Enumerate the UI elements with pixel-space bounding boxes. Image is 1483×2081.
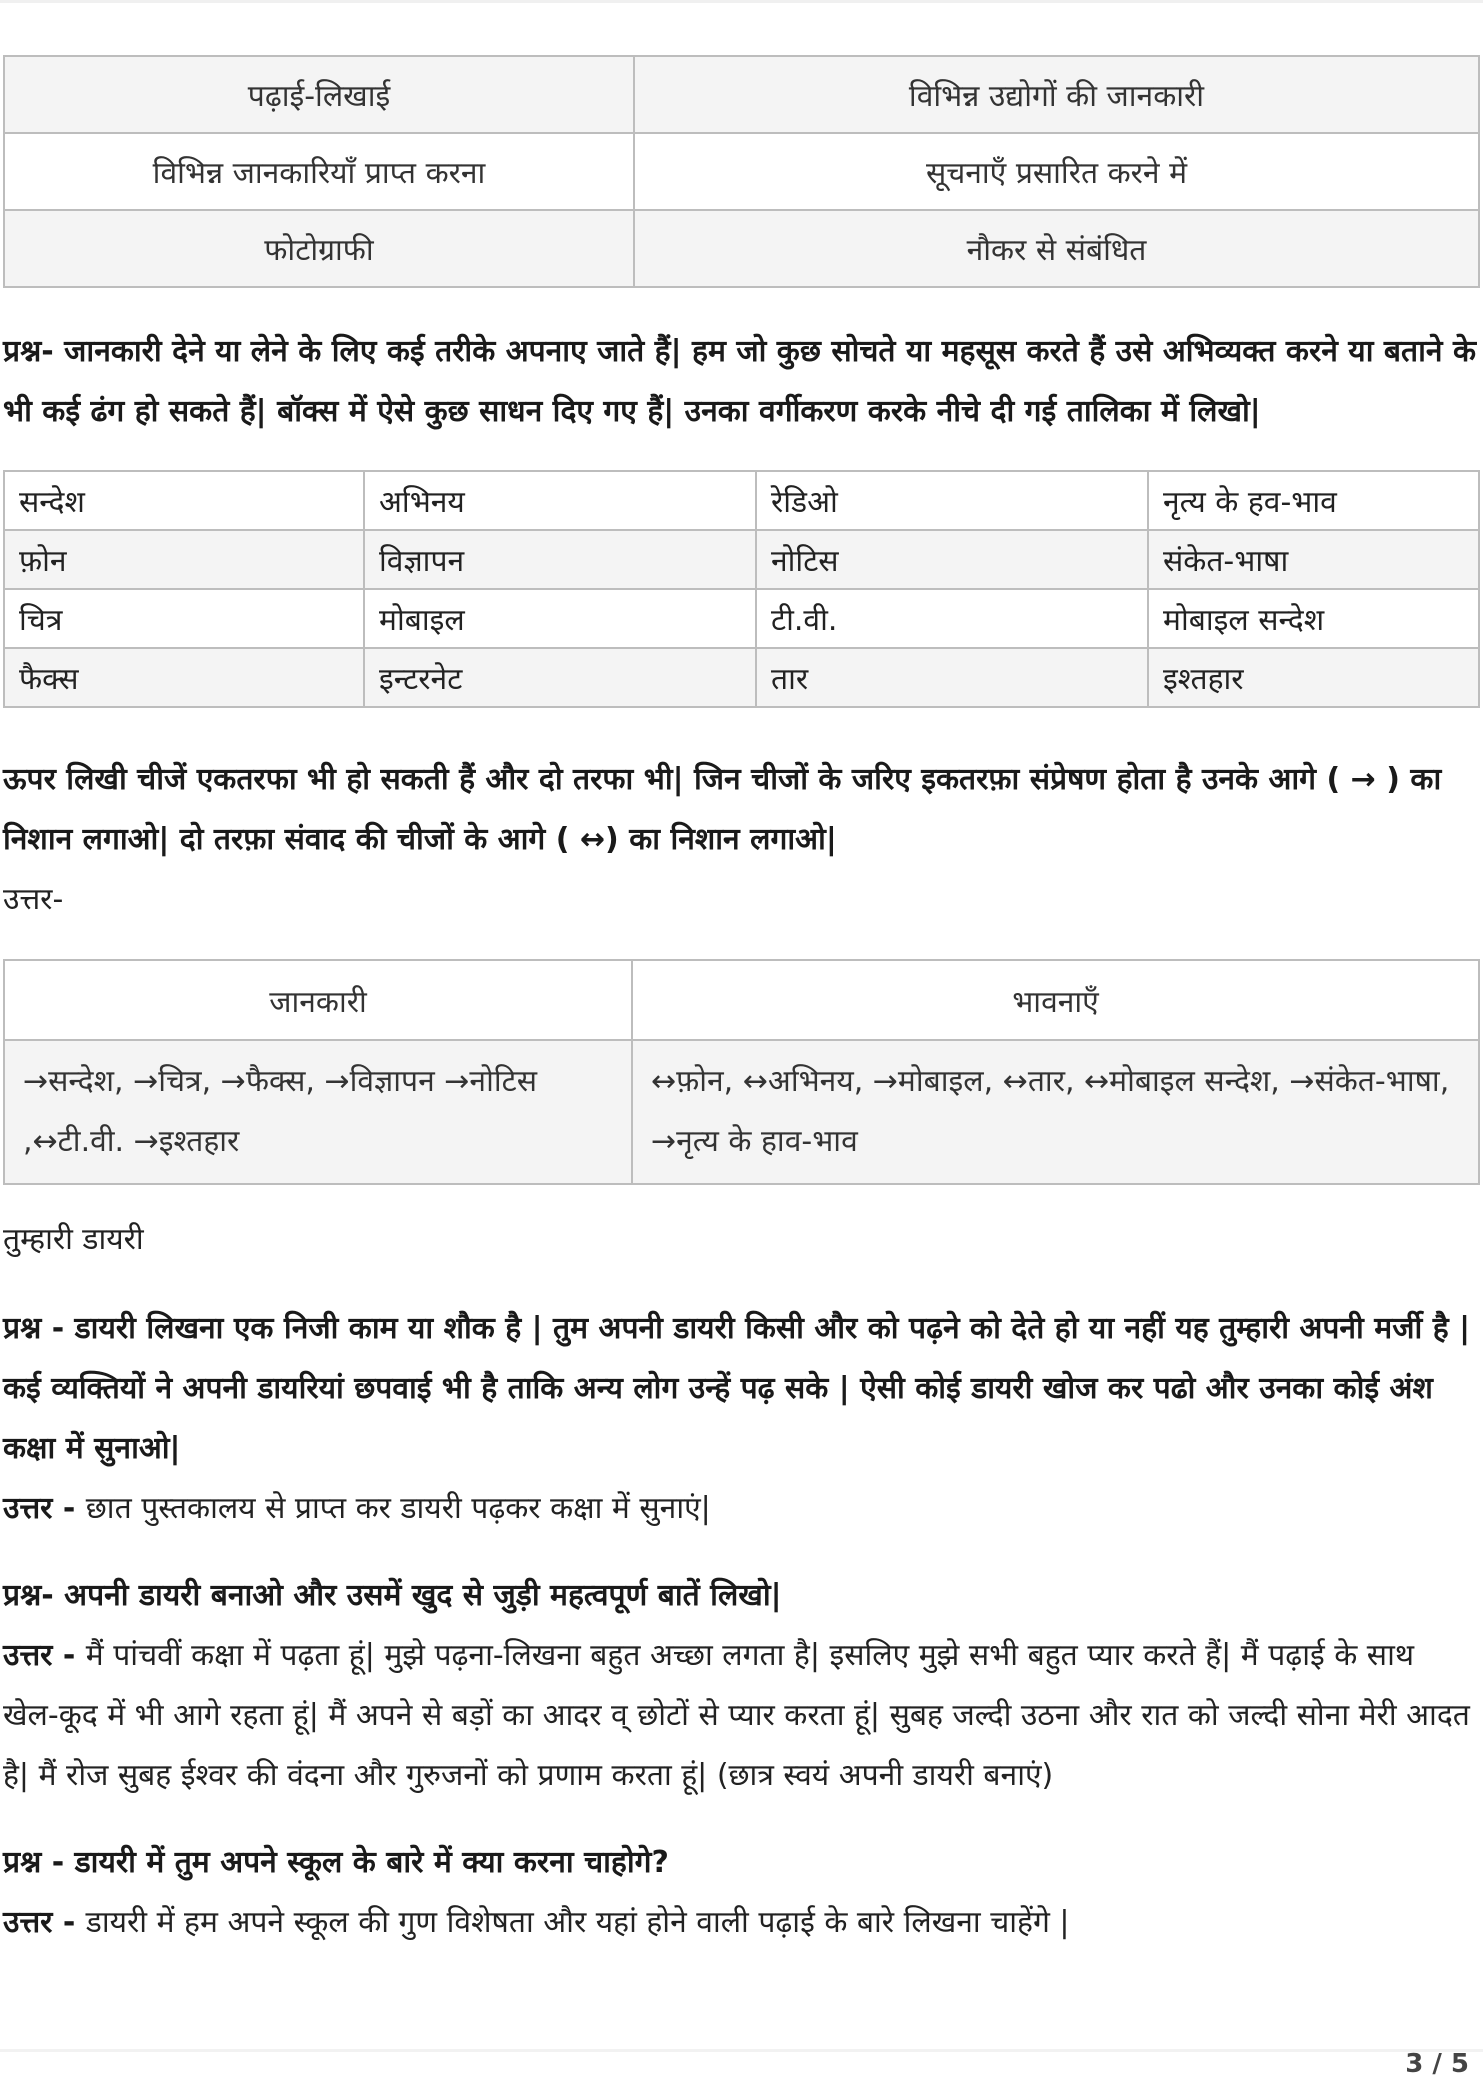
table-cell: इन्टरनेट (364, 648, 756, 707)
answer-text: छात पुस्तकालय से प्राप्त कर डायरी पढ़कर कक्षा में सुनाएं| (85, 1491, 711, 1526)
answer-label: उत्तर - (3, 1905, 86, 1940)
table-cell: मोबाइल सन्देश (1148, 589, 1479, 648)
answer-label: उत्तर - (3, 1638, 86, 1673)
classification-table (3, 959, 1480, 1185)
table-cell: संकेत-भाषा (1148, 530, 1479, 589)
table-cell: फ़ोन (4, 530, 364, 589)
table-cell: नृत्य के हव-भाव (1148, 471, 1479, 530)
table-cell: पढ़ाई-लिखाई (4, 56, 634, 133)
table-row (4, 1040, 1479, 1184)
answer-label: उत्तर - (3, 1491, 86, 1526)
table-cell: नोटिस (756, 530, 1148, 589)
question-text: डायरी लिखना एक निजी काम या शौक है | तुम अपनी डायरी किसी और को पढ़ने को देते हो या नहीं यह तुम्हारी अपनी मर्जी है | कई व्यक्तियों ने अपनी डायरियां छपवाई भी है ताकि अन्य लोग उन्हें पढ़ सके | ऐसी कोई डायरी खोज कर पढो और उनका कोई अंश कक्षा में सुनाओ| (3, 1311, 1471, 1466)
footer-divider (0, 2049, 1483, 2052)
table-cell: नौकर से संबंधित (634, 210, 1479, 287)
table-cell: सूचनाएँ प्रसारित करने में (634, 133, 1479, 210)
answer-label: उत्तर- (3, 882, 64, 917)
section-title: तुम्हारी डायरी (3, 1222, 144, 1257)
table-cell: ↔फ़ोन, ↔अभिनय, →मोबाइल, ↔तार, ↔मोबाइल सन्देश, →संकेत-भाषा, →नृत्य के हाव-भाव (632, 1040, 1479, 1184)
table-row (4, 589, 1479, 648)
table-cell: विभिन्न उद्योगों की जानकारी (634, 56, 1479, 133)
table-cell: चित्र (4, 589, 364, 648)
table-cell: →सन्देश, →चित्र, →फैक्स, →विज्ञापन →नोटिस ,↔टी.वी. →इश्तहार (4, 1040, 632, 1184)
table-cell: तार (756, 648, 1148, 707)
table-cell: रेडिओ (756, 471, 1148, 530)
usage-table (3, 55, 1480, 288)
table-row (4, 471, 1479, 530)
table-cell: सन्देश (4, 471, 364, 530)
question-classify: प्रश्न- जानकारी देने या लेने के लिए कई तरीके अपनाए जाते हैं| हम जो कुछ सोचते या महसूस करते हैं उसे अभिव्यक्त करने या बताने के भी कई ढंग हो सकते हैं| बॉक्स में ऐसे कुछ साधन दिए गए हैं| उनका वर्गीकरण करके नीचे दी गई तालिका में लिखो| (3, 334, 1477, 429)
table-cell: विभिन्न जानकारियाँ प्राप्त करना (4, 133, 634, 210)
table-cell: विज्ञापन (364, 530, 756, 589)
table-cell: इश्तहार (1148, 648, 1479, 707)
instruction-text: ऊपर लिखी चीजें एकतरफा भी हो सकती हैं और दो तरफा भी| जिन चीजों के जरिए इकतरफ़ा संप्रेषण होता है उनके आगे ( → ) का निशान लगाओ| दो तरफ़ा संवाद की चीजों के आगे ( ↔) का निशान लगाओ| (3, 762, 1442, 857)
table-cell: मोबाइल (364, 589, 756, 648)
table-cell: फोटोग्राफी (4, 210, 634, 287)
answer-diary (3, 1479, 1478, 1539)
question-label: प्रश्न - (3, 1311, 75, 1346)
table-row (4, 648, 1479, 707)
table-header-cell: भावनाएँ (632, 960, 1479, 1040)
table-cell: अभिनय (364, 471, 756, 530)
page-number: 3 / 5 (1405, 2049, 1469, 2079)
table-cell: फैक्स (4, 648, 364, 707)
table-cell: टी.वी. (756, 589, 1148, 648)
question-school: प्रश्न - डायरी में तुम अपने स्कूल के बारे में क्या करना चाहोगे? (3, 1845, 669, 1880)
table-row (4, 530, 1479, 589)
answer-text: डायरी में हम अपने स्कूल की गुण विशेषता और यहां होने वाली पढ़ाई के बारे लिखना चाहेंगे | (85, 1905, 1070, 1940)
table-row (4, 56, 1479, 133)
table-header-cell: जानकारी (4, 960, 632, 1040)
top-divider (0, 0, 1483, 3)
table-row (4, 133, 1479, 210)
table-header-row (4, 960, 1479, 1040)
table-row (4, 210, 1479, 287)
question-make-diary: प्रश्न- अपनी डायरी बनाओ और उसमें खुद से जुड़ी महत्वपूर्ण बातें लिखो| (3, 1578, 782, 1613)
question-diary (3, 1299, 1478, 1479)
answer-make-diary (3, 1626, 1478, 1806)
answer-text: मैं पांचवीं कक्षा में पढ़ता हूं| मुझे पढ़ना-लिखना बहुत अच्छा लगता है| इसलिए मुझे सभी बहुत प्यार करते हैं| मैं पढ़ाई के साथ खेल-कूद में भी आगे रहता हूं| मैं अपने से बड़ों का आदर व् छोटों से प्यार करता हूं| सुबह जल्दी उठना और रात को जल्दी सोना मेरी आदत है| मैं रोज सुबह ईश्वर की वंदना और गुरुजनों को प्रणाम करता हूं| (छात्र स्वयं अपनी डायरी बनाएं) (3, 1638, 1470, 1793)
answer-school (3, 1893, 1478, 1953)
means-table (3, 470, 1480, 708)
